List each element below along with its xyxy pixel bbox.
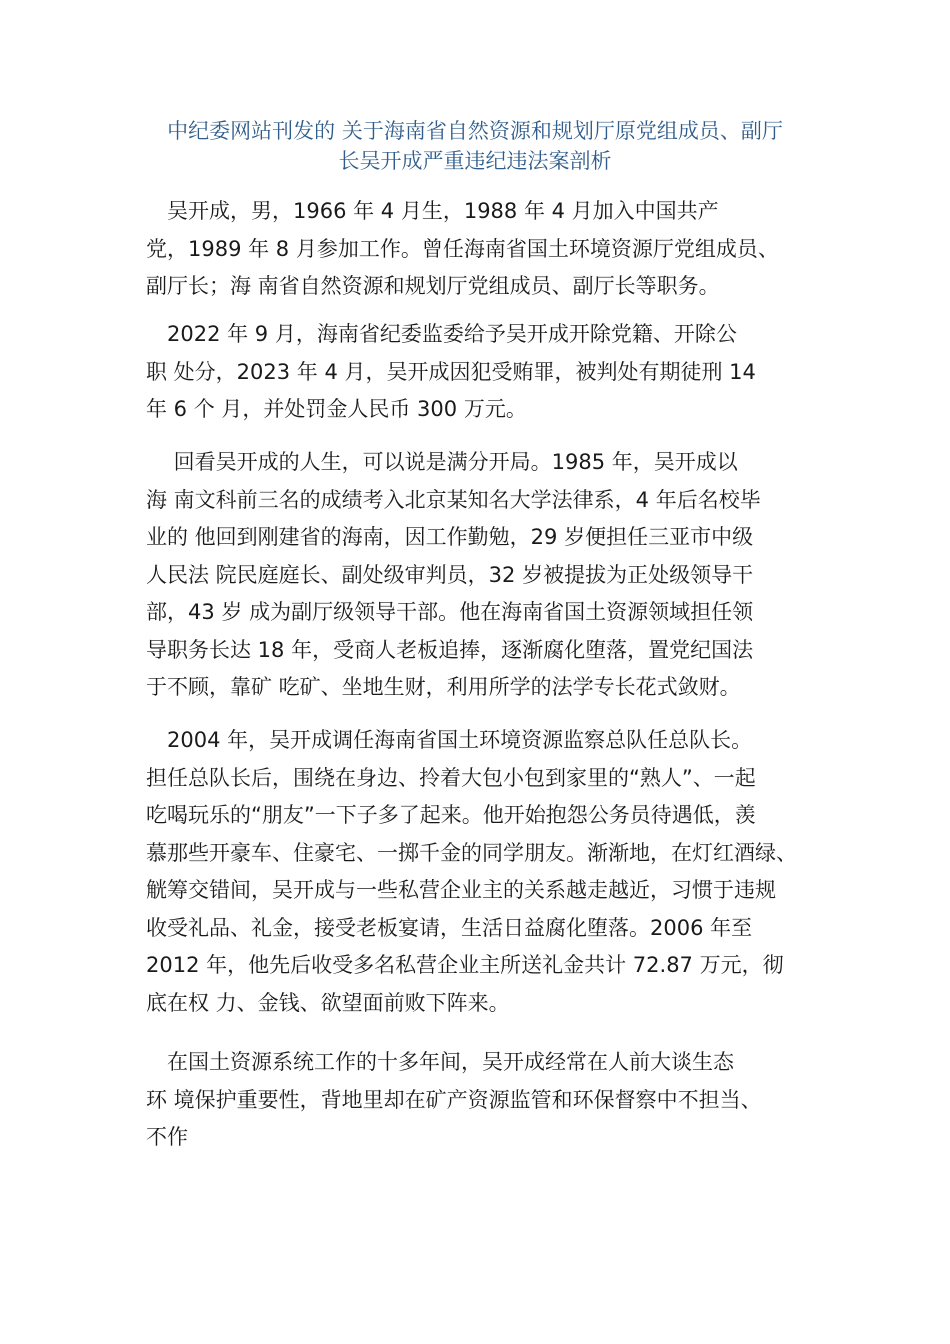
- text-line: 2022 年 9 月，海南省纪委监委给予吴开成开除党籍、开除公: [146, 322, 737, 346]
- paragraph-career: [146, 444, 814, 707]
- text-line: 年 6 个 月，并处罚金人民币 300 万元。: [146, 397, 527, 421]
- text-line: 吃喝玩乐的“朋友”一下子多了起来。他开始抱怨公务员待遇低，羡: [146, 803, 756, 827]
- text-line: 党，1989 年 8 月参加工作。曾任海南省国土环境资源厅党组成员、: [146, 236, 779, 261]
- text-line: 业的 他回到刚建省的海南，因工作勤勉，29 岁便担任三亚市中级: [146, 525, 754, 549]
- text-line: 职 处分，2023 年 4 月，吴开成因犯受贿罪，被判处有期徒刑 14: [146, 359, 756, 384]
- text-line: 2004 年，吴开成调任海南省国土环境资源监察总队任总队长。: [146, 728, 753, 752]
- text-line: 吴开成，男，1966 年 4 月生，1988 年 4 月加入中国共产: [146, 199, 719, 223]
- paragraph-hypocrisy: [146, 1044, 814, 1157]
- text-line: 部，43 岁 成为副厅级领导干部。他在海南省国土资源领域担任领: [146, 600, 754, 624]
- title-line: 中纪委网站刊发的 关于海南省自然资源和规划厅原党组成员、副厅: [167, 119, 783, 143]
- text-line: 环 境保护重要性，背地里却在矿产资源监管和环保督察中不担当、: [146, 1087, 762, 1112]
- paragraph-corruption: [146, 722, 814, 1022]
- text-line: 觥筹交错间，吴开成与一些私营企业主的关系越走越近，习惯于违规: [146, 878, 776, 902]
- text-line: 回看吴开成的人生，可以说是满分开局。1985 年，吴开成以: [146, 450, 738, 474]
- document-title: [140, 116, 810, 176]
- text-line: 底在权 力、金钱、欲望面前败下阵来。: [146, 990, 510, 1015]
- text-line: 海 南文科前三名的成绩考入北京某知名大学法律系，4 年后名校毕: [146, 487, 761, 512]
- text-line: 导职务长达 18 年，受商人老板追捧，逐渐腐化堕落，置党纪国法: [146, 637, 754, 662]
- text-line: 不作: [146, 1125, 188, 1149]
- text-line: 收受礼品、礼金，接受老板宴请，生活日益腐化堕落。2006 年至: [146, 915, 753, 940]
- paragraph-profile: [146, 193, 814, 306]
- text-line: 副厅长；海 南省自然资源和规划厅党组成员、副厅长等职务。: [146, 274, 720, 298]
- text-line: 于不顾，靠矿 吃矿、坐地生财，利用所学的法学专长花式敛财。: [146, 675, 741, 699]
- paragraph-punishment: [146, 316, 814, 429]
- text-line: 人民法 院民庭庭长、副处级审判员，32 岁被提拔为正处级领导干: [146, 562, 754, 587]
- text-line: 2012 年，他先后收受多名私营企业主所送礼金共计 72.87 万元，彻: [146, 953, 784, 977]
- text-line: 在国土资源系统工作的十多年间，吴开成经常在人前大谈生态: [146, 1050, 734, 1074]
- text-line: 担任总队长后，围绕在身边、拎着大包小包到家里的“熟人”、一起: [146, 765, 756, 790]
- title-line: 长吴开成严重违纪违法案剖析: [338, 149, 612, 173]
- text-line: 慕那些开豪车、住豪宅、一掷千金的同学朋友。渐渐地，在灯红酒绿、: [146, 840, 797, 865]
